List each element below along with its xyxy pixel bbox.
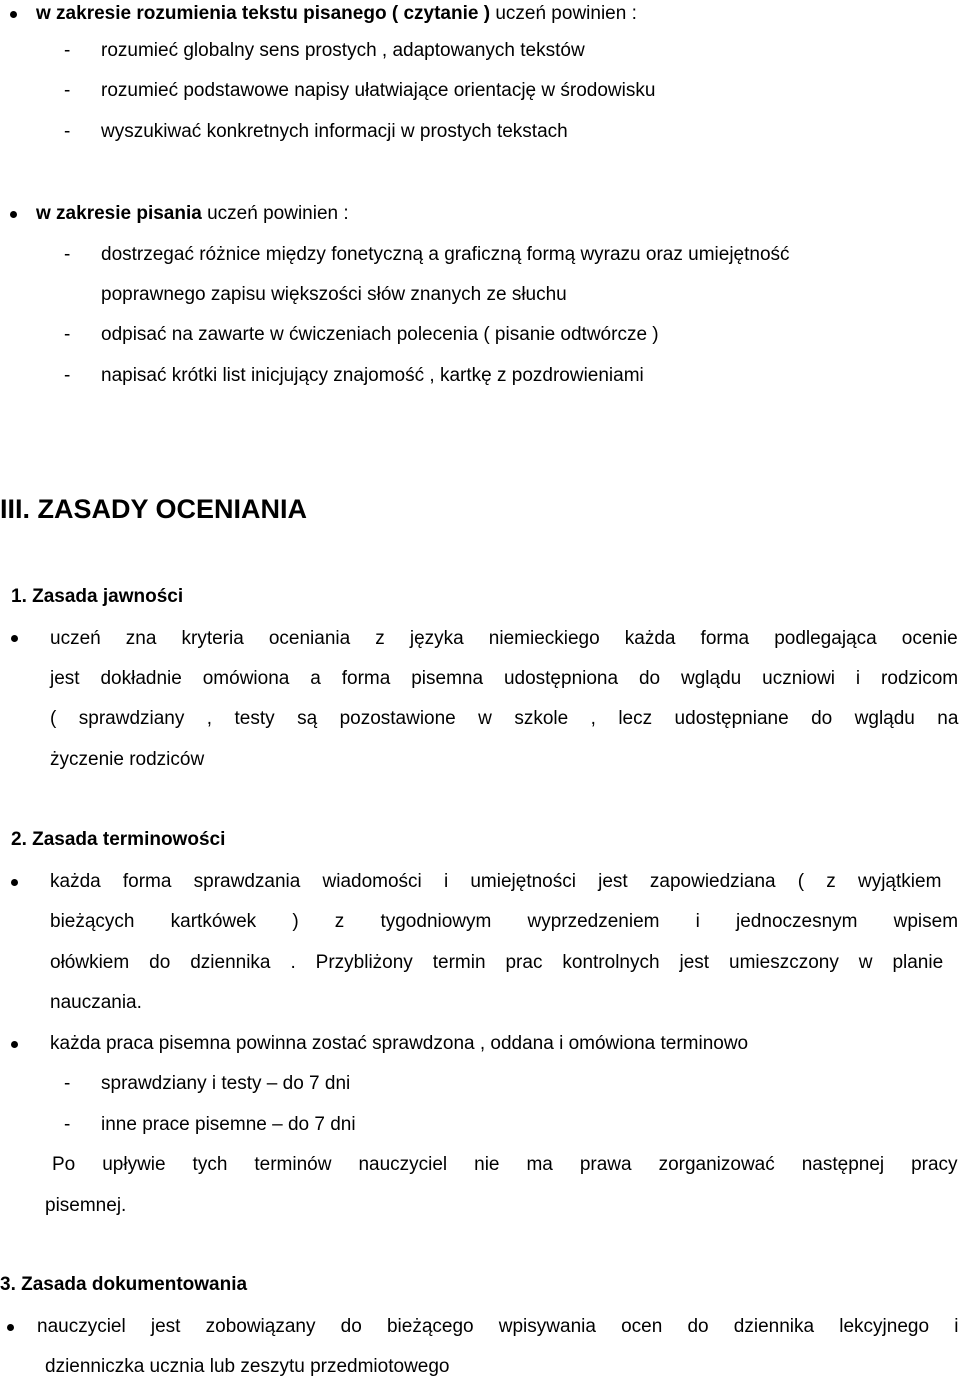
list-item: wyszukiwać konkretnych informacji w prostych tekstach [101,121,568,142]
section-title-rest: uczeń powinien : [490,3,637,24]
rule-title: 2. Zasada terminowości [11,829,226,850]
bullet-icon [7,1324,14,1331]
rule-title: 3. Zasada dokumentowania [0,1274,248,1295]
list-item: rozumieć podstawowe napisy ułatwiające orientację w środowisku [101,80,656,101]
dash-icon: - [64,244,71,265]
dash-icon: - [64,1073,71,1094]
paragraph-line: dzienniczka ucznia lub zeszytu przedmiotowego [45,1356,450,1377]
paragraph-line: ( sprawdziany , testy są pozostawione w szkole , lecz udostępniane do wglądu na [50,708,959,729]
dash-icon: - [64,121,71,142]
list-item: inne prace pisemne – do 7 dni [101,1114,356,1135]
bullet-icon [11,635,18,642]
paragraph-line: każda praca pisemna powinna zostać sprawdzona , oddana i omówiona terminowo [50,1033,749,1054]
section-title-reading [36,2,637,26]
bullet-icon [11,879,18,886]
paragraph-line: Po upływie tych terminów nauczyciel nie ma prawa zorganizować następnej pracy [52,1154,958,1175]
dash-icon: - [64,365,71,386]
paragraph-line: bieżących kartkówek ) z tygodniowym wyprzedzeniem i jednoczesnym wpisem [50,911,959,932]
page-heading: III. ZASADY OCENIANIA [0,494,308,524]
list-item-continuation: poprawnego zapisu większości słów znanych ze słuchu [101,284,567,305]
paragraph-line: życzenie rodziców [50,749,205,770]
paragraph-line: każda forma sprawdzania wiadomości i umiejętności jest zapowiedziana ( z wyjątkiem [50,871,942,892]
dash-icon: - [64,40,71,61]
paragraph-line: nauczyciel jest zobowiązany do bieżącego wpisywania ocen do dziennika lekcyjnego i [37,1316,959,1337]
section-title-writing [36,202,349,226]
dash-icon: - [64,80,71,101]
bullet-icon [10,11,17,18]
section-title-bold: w zakresie pisania [36,203,202,224]
list-item: odpisać na zawarte w ćwiczeniach polecenia ( pisanie odtwórcze ) [101,324,659,345]
section-title-rest: uczeń powinien : [201,203,349,224]
list-item: napisać krótki list inicjujący znajomość , kartkę z pozdrowieniami [101,365,644,386]
paragraph-line: uczeń zna kryteria oceniania z języka niemieckiego każda forma podlegająca ocenie [50,628,958,649]
dash-icon: - [64,1114,71,1135]
rule-title: 1. Zasada jawności [11,586,184,607]
paragraph-line: jest dokładnie omówiona a forma pisemna udostępniona do wglądu uczniowi i rodzicom [50,668,959,689]
section-title-bold: w zakresie rozumienia tekstu pisanego ( czytanie ) [36,3,491,24]
bullet-icon [10,211,17,218]
dash-icon: - [64,324,71,345]
list-item: sprawdziany i testy – do 7 dni [101,1073,351,1094]
paragraph-line: nauczania. [50,992,142,1013]
bullet-icon [11,1041,18,1048]
paragraph-line: pisemnej. [45,1195,127,1216]
list-item: dostrzegać różnice między fonetyczną a graficzną formą wyrazu oraz umiejętność [101,244,790,265]
paragraph-line: ołówkiem do dziennika . Przybliżony termin prac kontrolnych jest umieszczony w planie [50,952,944,973]
list-item: rozumieć globalny sens prostych , adaptowanych tekstów [101,40,585,61]
